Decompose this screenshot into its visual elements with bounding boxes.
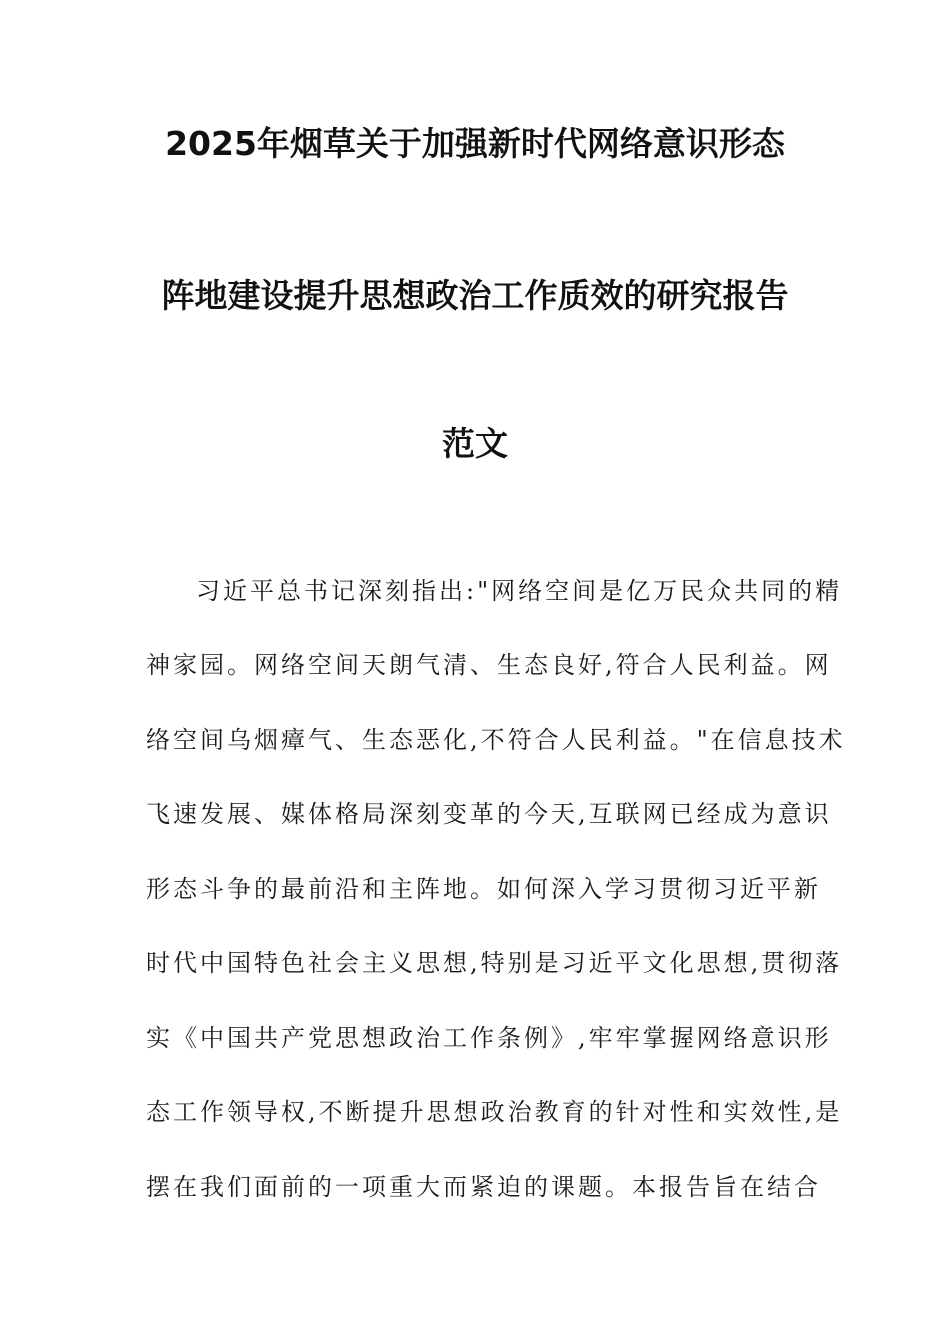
document-title-line-1: 2025年烟草关于加强新时代网络意识形态 <box>165 124 785 163</box>
document-title-line-3: 范文 <box>442 424 508 463</box>
document-title-line-2: 阵地建设提升思想政治工作质效的研究报告 <box>161 276 789 315</box>
paragraph-line: 神家园。网络空间天朗气清、生态良好,符合人民利益。网 <box>146 651 832 679</box>
paragraph-line: 习近平总书记深刻指出:"网络空间是亿万民众共同的精 <box>196 577 843 605</box>
paragraph-line: 络空间乌烟瘴气、生态恶化,不符合人民利益。"在信息技术 <box>146 726 846 754</box>
paragraph-line: 时代中国特色社会主义思想,特别是习近平文化思想,贯彻落 <box>146 949 843 977</box>
paragraph-line: 形态斗争的最前沿和主阵地。如何深入学习贯彻习近平新 <box>146 875 821 903</box>
paragraph-line: 态工作领导权,不断提升思想政治教育的针对性和实效性,是 <box>146 1098 843 1126</box>
paragraph-line: 摆在我们面前的一项重大而紧迫的课题。本报告旨在结合 <box>146 1173 821 1201</box>
paragraph-line: 实《中国共产党思想政治工作条例》,牢牢掌握网络意识形 <box>146 1024 832 1052</box>
paragraph-line: 飞速发展、媒体格局深刻变革的今天,互联网已经成为意识 <box>146 800 832 828</box>
